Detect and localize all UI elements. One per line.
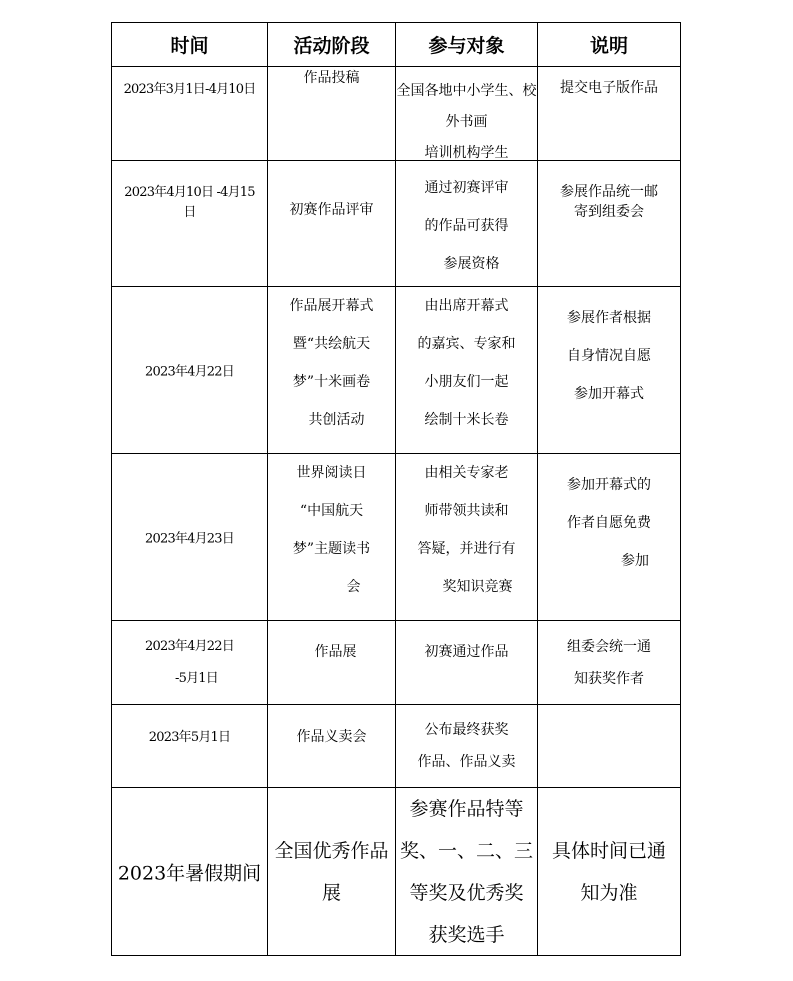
participants-line: 小朋友们一起 bbox=[424, 374, 509, 390]
cell-note bbox=[538, 67, 681, 161]
cell-stage bbox=[268, 454, 396, 621]
cell-note bbox=[538, 161, 681, 287]
participants-line: 作品、作品义卖 bbox=[417, 754, 516, 770]
stage-line: 会 bbox=[346, 579, 361, 595]
time-line: 2023年5月1日 bbox=[148, 730, 231, 745]
stage-line: 作品展开幕式 bbox=[289, 298, 374, 314]
cell-note bbox=[538, 788, 681, 956]
participants-line: 等奖及优秀奖 bbox=[409, 881, 524, 904]
participants-line: 奖、一、二、三 bbox=[399, 839, 533, 862]
stage-line: 展 bbox=[321, 881, 341, 904]
participants-line: 师带领共读和 bbox=[424, 503, 509, 519]
note-line: 组委会统一通 bbox=[567, 639, 651, 655]
stage-line: 作品投稿 bbox=[303, 70, 360, 86]
note-line: 知为准 bbox=[580, 881, 638, 904]
cell-time bbox=[112, 454, 268, 621]
participants-line: 参展资格 bbox=[443, 256, 500, 272]
header-time: 时间 bbox=[112, 23, 268, 67]
stage-line: 暨“共绘航天 bbox=[292, 336, 371, 352]
cell-note bbox=[538, 621, 681, 705]
participants-line: 的嘉宾、专家和 bbox=[417, 336, 516, 352]
participants-line: 培训机构学生 bbox=[424, 145, 509, 161]
participants-line: 奖知识竞赛 bbox=[442, 579, 513, 595]
participants-line: 通过初赛评审 bbox=[424, 180, 509, 196]
table-row bbox=[112, 788, 681, 956]
note-line: 作者自愿免费 bbox=[567, 515, 651, 531]
table-row bbox=[112, 621, 681, 705]
table-row bbox=[112, 67, 681, 161]
stage-line: 梦”十米画卷 bbox=[292, 374, 371, 390]
header-participants: 参与对象 bbox=[396, 23, 538, 67]
table-row bbox=[112, 161, 681, 287]
time-line: -5月1日 bbox=[175, 671, 218, 686]
activity-schedule-table bbox=[111, 22, 681, 956]
time-line: 2023年暑假期间 bbox=[117, 862, 262, 884]
participants-line: 绘制十米长卷 bbox=[424, 412, 509, 428]
participants-line: 参赛作品特等 bbox=[409, 797, 524, 820]
cell-participants bbox=[396, 621, 538, 705]
note-line: 参加开幕式的 bbox=[567, 477, 651, 493]
stage-line: 作品展 bbox=[314, 644, 357, 660]
cell-participants bbox=[396, 788, 538, 956]
cell-note bbox=[538, 454, 681, 621]
stage-line: 梦”主题读书 bbox=[292, 541, 371, 557]
note-line: 具体时间已通 bbox=[551, 839, 666, 862]
cell-participants bbox=[396, 67, 538, 161]
participants-line: 获奖选手 bbox=[428, 923, 505, 946]
participants-line: 公布最终获奖 bbox=[424, 722, 509, 738]
cell-time bbox=[112, 621, 268, 705]
note-line: 提交电子版作品 bbox=[560, 80, 658, 96]
cell-stage bbox=[268, 705, 396, 788]
header-stage: 活动阶段 bbox=[268, 23, 396, 67]
stage-line: 全国优秀作品 bbox=[274, 839, 389, 862]
stage-line: 初赛作品评审 bbox=[289, 202, 374, 218]
time-line: 2023年4月22日 bbox=[145, 364, 234, 380]
cell-participants bbox=[396, 161, 538, 287]
cell-time bbox=[112, 67, 268, 161]
table-header-row bbox=[112, 23, 681, 67]
header-note: 说明 bbox=[538, 23, 681, 67]
cell-time bbox=[112, 161, 268, 287]
stage-line: 共创活动 bbox=[308, 412, 365, 428]
cell-stage bbox=[268, 67, 396, 161]
table-row bbox=[112, 287, 681, 454]
cell-stage bbox=[268, 788, 396, 956]
cell-stage bbox=[268, 161, 396, 287]
participants-line: 外书画 bbox=[445, 114, 488, 130]
note-line: 自身情况自愿 bbox=[567, 348, 651, 364]
participants-line: 答疑，并进行有 bbox=[417, 541, 516, 557]
time-line: 2023年4月23日 bbox=[145, 531, 234, 547]
table-row bbox=[112, 454, 681, 621]
cell-stage bbox=[268, 287, 396, 454]
participants-line: 初赛通过作品 bbox=[424, 644, 509, 660]
cell-time bbox=[112, 705, 268, 788]
stage-line: 世界阅读日 bbox=[296, 465, 367, 481]
stage-line: “中国航天 bbox=[299, 503, 364, 519]
cell-time bbox=[112, 788, 268, 956]
cell-time bbox=[112, 287, 268, 454]
participants-line: 由相关专家老 bbox=[424, 465, 509, 481]
note-line: 参展作者根据 bbox=[567, 310, 651, 326]
stage-line: 作品义卖会 bbox=[296, 729, 367, 745]
note-line: 参加开幕式 bbox=[574, 386, 644, 402]
note-line: 参展作品统一邮 bbox=[560, 184, 658, 200]
participants-line: 全国各地中小学生、校 bbox=[396, 83, 537, 99]
cell-stage bbox=[268, 621, 396, 705]
time-line: 2023年4月22日 bbox=[145, 639, 234, 654]
table-row bbox=[112, 705, 681, 788]
time-line: 2023年4月10日 -4月15 bbox=[124, 185, 255, 200]
note-line: 参加 bbox=[621, 553, 649, 569]
cell-participants bbox=[396, 287, 538, 454]
cell-note bbox=[538, 705, 681, 788]
participants-line: 的作品可获得 bbox=[424, 218, 509, 234]
time-line: 日 bbox=[183, 205, 196, 220]
cell-participants bbox=[396, 705, 538, 788]
cell-participants bbox=[396, 454, 538, 621]
time-line: 2023年3月1日-4月10日 bbox=[123, 82, 256, 97]
cell-note bbox=[538, 287, 681, 454]
note-line: 知获奖作者 bbox=[574, 671, 644, 687]
note-line: 寄到组委会 bbox=[574, 204, 644, 220]
participants-line: 由出席开幕式 bbox=[424, 298, 509, 314]
